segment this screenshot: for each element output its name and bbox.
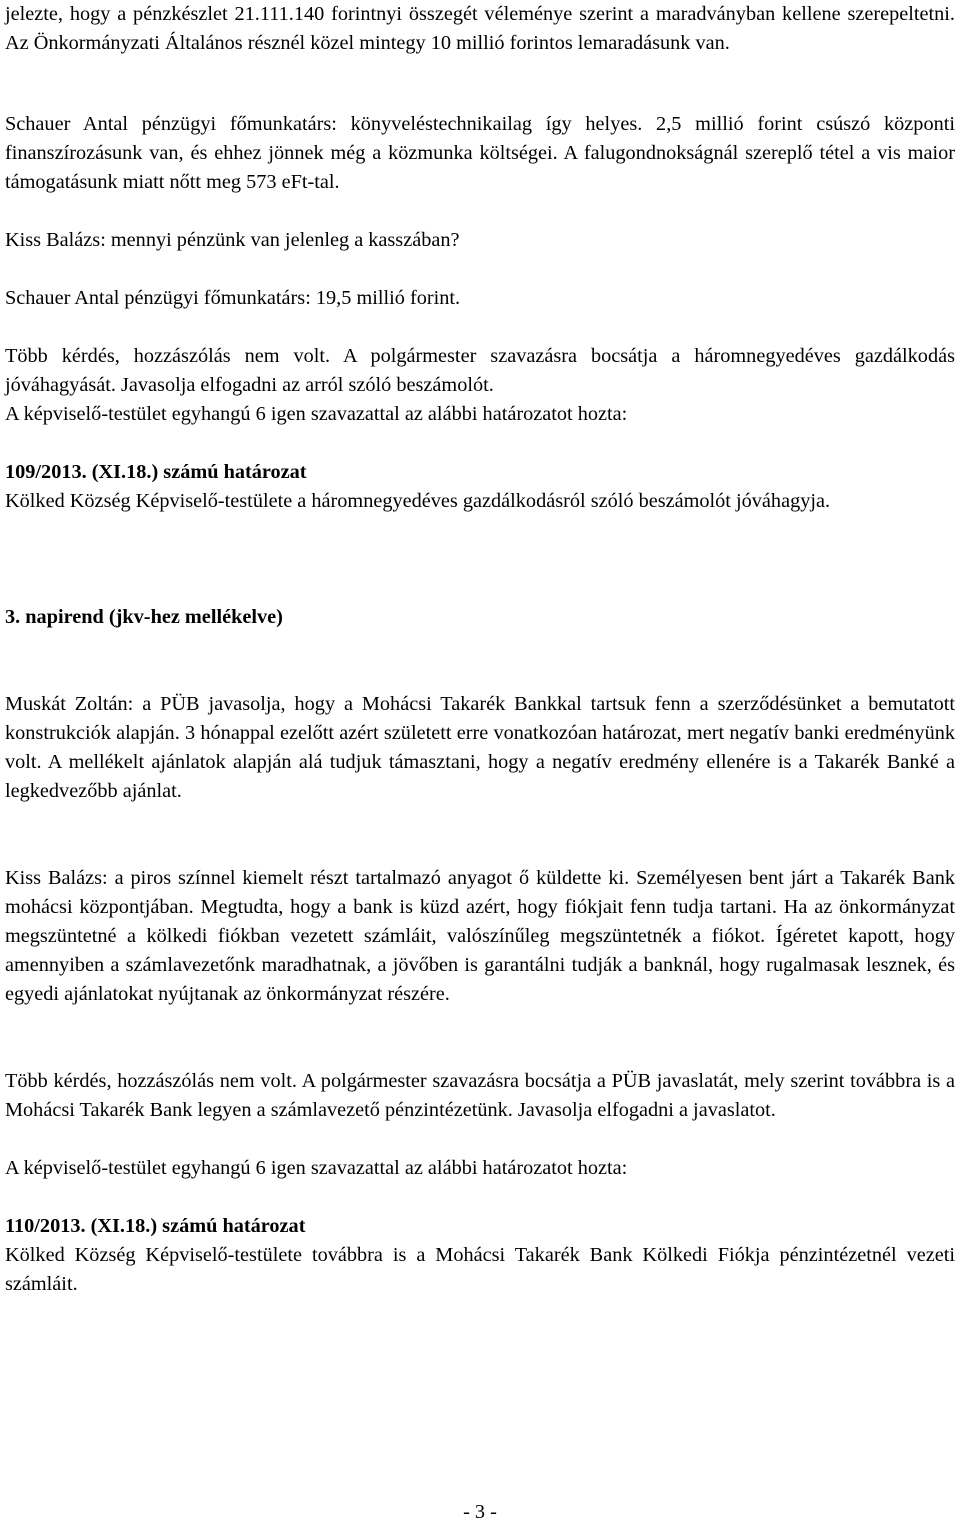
resolution-110-title: 110/2013. (XI.18.) számú határozat [5, 1215, 306, 1237]
paragraph-vote-1-result: A képviselő-testület egyhangú 6 igen szavazattal az alábbi határozatot hozta: [5, 403, 628, 425]
resolution-110-text: Kölked Község Képviselő-testülete továbbra is a Mohácsi Takarék Bank Kölkedi Fiókja pénzintézetnél vezeti számláit. [5, 1244, 955, 1295]
page-number: - 3 - [463, 1501, 497, 1523]
agenda-item-3-heading: 3. napirend (jkv-hez mellékelve) [5, 606, 283, 628]
resolution-109-title: 109/2013. (XI.18.) számú határozat [5, 461, 307, 483]
paragraph-schauer-1: Schauer Antal pénzügyi főmunkatárs: könyveléstechnikailag így helyes. 2,5 millió forint csúszó központi finanszírozásunk van, és ehhez jönnek még a közmunka költségei. A falugondnokságnál szereplő tétel a vis maior támogatásunk miatt nőtt meg 573 eFt-tal. [5, 113, 955, 193]
paragraph-vote-1: Több kérdés, hozzászólás nem volt. A polgármester szavazásra bocsátja a háromnegyedéves gazdálkodás jóváhagyását. Javasolja elfogadni az arról szóló beszámolót. [5, 345, 955, 396]
paragraph-intro: jelezte, hogy a pénzkészlet 21.111.140 forintnyi összegét véleménye szerint a maradványban kellene szerepeltetni. Az Önkormányzati Általános résznél közel mintegy 10 millió forintos lemaradásunk van. [5, 3, 955, 54]
paragraph-schauer-2: Schauer Antal pénzügyi főmunkatárs: 19,5 millió forint. [5, 287, 461, 309]
resolution-109-text: Kölked Község Képviselő-testülete a háromnegyedéves gazdálkodásról szóló beszámolót jóváhagyja. [5, 490, 831, 512]
paragraph-kiss-question: Kiss Balázs: mennyi pénzünk van jelenleg a kasszában? [5, 229, 460, 251]
paragraph-vote-2: Több kérdés, hozzászólás nem volt. A polgármester szavazásra bocsátja a PÜB javaslatát, mely szerint továbbra is a Mohácsi Takarék Bank legyen a számlavezető pénzintézetünk. Javasolja elfogadni a javaslatot. [5, 1070, 955, 1121]
paragraph-kiss-2: Kiss Balázs: a piros színnel kiemelt részt tartalmazó anyagot ő küldette ki. Személyesen bent járt a Takarék Bank mohácsi központjában. Megtudta, hogy a bank is küzd azért, hogy fiókjait fenn tudja tartani. Ha az önkormányzat megszüntetné a kölkedi fiókban vezetett számláit, valószínűleg megszüntetnék a fiókot. Ígéretet kapott, hogy amennyiben a számlavezetőnk maradhatnak, a jövőben is garantálni tudják a banknál, hogy rugalmasak lesznek, és egyedi ajánlatokat nyújtanak az önkormányzat részére. [5, 867, 955, 1005]
paragraph-vote-2-result: A képviselő-testület egyhangú 6 igen szavazattal az alábbi határozatot hozta: [5, 1157, 628, 1179]
paragraph-muskat: Muskát Zoltán: a PÜB javasolja, hogy a Mohácsi Takarék Bankkal tartsuk fenn a szerződésünket a bemutatott konstrukciók alapján. 3 hónappal ezelőtt azért született erre vonatkozóan határozat, mert negatív banki eredményünk volt. A mellékelt ajánlatok alapján alá tudjuk támasztani, hogy a negatív eredmény ellenére is a Takarék Banké a legkedvezőbb ajánlat. [5, 693, 955, 802]
